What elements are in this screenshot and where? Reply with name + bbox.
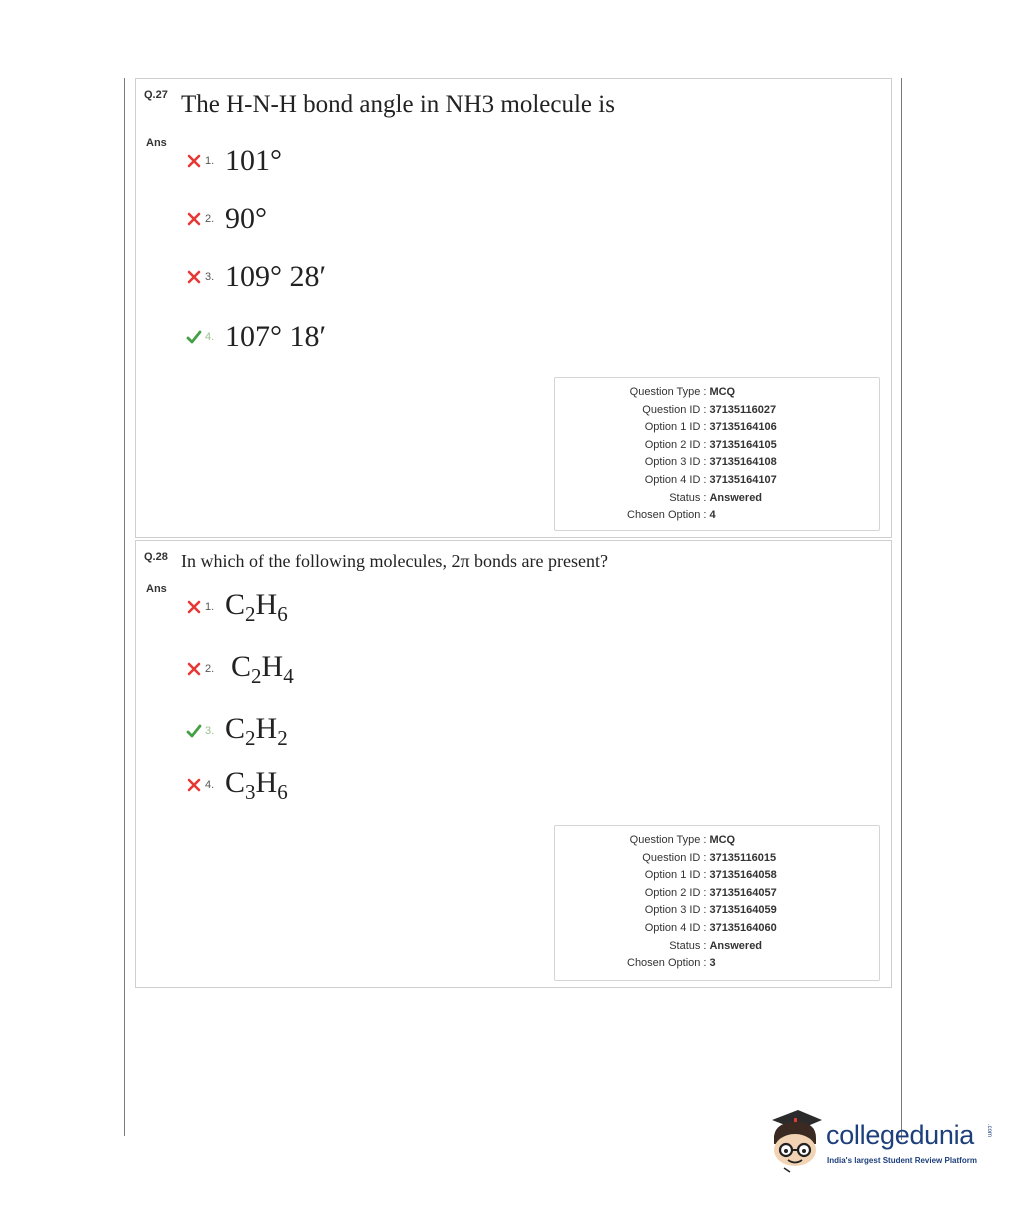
info-key: Question ID <box>642 403 701 416</box>
answer-label: Ans <box>146 137 167 149</box>
info-value: 37135164057 <box>709 886 777 899</box>
cross-icon <box>186 269 202 285</box>
info-key: Option 2 ID <box>644 438 701 451</box>
info-value: 3 <box>709 957 716 970</box>
cross-icon <box>186 211 202 227</box>
brand-name: collegedunia <box>826 1120 975 1150</box>
info-value: MCQ <box>709 834 736 846</box>
brand-tagline: India's largest Student Review Platform <box>827 1156 977 1165</box>
option-number: 3. <box>205 271 215 283</box>
info-key: Option 1 ID <box>644 421 701 434</box>
chemical-formula: $C_2H_6$ <box>225 587 288 626</box>
info-value: Answered <box>709 939 763 952</box>
info-value: 37135164060 <box>709 921 777 934</box>
checkmark-icon <box>186 723 202 739</box>
option-text: 90° <box>225 202 267 235</box>
option-text: 107° 18′ <box>225 320 327 353</box>
option-number: 1. <box>205 601 215 613</box>
option-4 <box>186 765 288 805</box>
question-block-27 <box>135 78 892 538</box>
chemical-formula: $C_2H_4$ <box>231 649 294 688</box>
info-key: Option 4 ID <box>644 921 701 934</box>
answer-label: Ans <box>146 583 167 595</box>
option-3 <box>186 257 326 297</box>
page-right-border <box>901 78 902 1140</box>
option-number: 2. <box>205 213 215 225</box>
option-text: 101° <box>225 144 282 177</box>
info-value: 37135164107 <box>709 473 777 486</box>
option-text: 109° 28′ <box>225 260 327 293</box>
option-4 <box>186 317 326 357</box>
option-number: 1. <box>205 155 215 167</box>
question-text: The H-N-H bond angle in NH3 molecule is <box>181 91 615 118</box>
info-key: Status <box>669 939 701 952</box>
cross-icon <box>186 661 202 677</box>
checkmark-icon <box>186 329 202 345</box>
cross-icon <box>186 599 202 615</box>
cross-icon <box>186 777 202 793</box>
info-key: Option 4 ID <box>644 473 701 486</box>
question-block-28 <box>135 540 892 988</box>
chemical-formula: $C_2H_2$ <box>225 711 288 750</box>
info-key: Chosen Option <box>627 957 701 970</box>
brand-suffix: .com <box>986 1124 992 1138</box>
mascot-icon <box>768 1106 824 1176</box>
info-value: 37135164106 <box>709 421 777 434</box>
info-key: Option 2 ID <box>644 886 701 899</box>
info-key: Option 3 ID <box>644 456 701 469</box>
info-key: Question Type <box>629 834 701 846</box>
info-value: MCQ <box>709 386 736 398</box>
info-key: Option 1 ID <box>644 869 701 882</box>
cross-icon <box>186 153 202 169</box>
info-value: 37135164105 <box>709 438 777 451</box>
info-value: 4 <box>709 509 716 522</box>
option-number: 3. <box>205 725 215 737</box>
question-number: Q.27 <box>144 89 168 101</box>
option-number: 4. <box>205 779 215 791</box>
option-number: 4. <box>205 331 215 343</box>
question-info-panel: Question Type : MCQ Question ID : 37135116027 Option 1 ID : 37135164106 Option 2 ID : 37135164105 Option 3 ID : 37135164108 Option 4 ID : 37135164107 Status : Answered Chosen Option : 4 <box>554 377 880 531</box>
option-2 <box>186 199 267 239</box>
collegedunia-logo[interactable] <box>768 1106 998 1178</box>
question-text: In which of the following molecules, 2π bonds are present? <box>181 551 608 571</box>
info-value: Answered <box>709 491 763 504</box>
info-key: Chosen Option <box>627 509 701 522</box>
info-value: 37135116015 <box>709 851 777 864</box>
info-value: 37135164059 <box>709 904 777 917</box>
question-info-panel: Question Type : MCQ Question ID : 37135116015 Option 1 ID : 37135164058 Option 2 ID : 37135164057 Option 3 ID : 37135164059 Option 4 ID : 37135164060 Status : Answered Chosen Option : 3 <box>554 825 880 981</box>
option-1 <box>186 587 288 627</box>
info-value: 37135164108 <box>709 456 777 469</box>
info-key: Question ID <box>642 851 701 864</box>
info-key: Status <box>669 491 701 504</box>
question-number: Q.28 <box>144 551 168 563</box>
info-key: Option 3 ID <box>644 904 701 917</box>
info-key: Question Type <box>629 386 701 398</box>
page-left-border <box>124 78 125 1136</box>
option-1 <box>186 141 282 181</box>
option-number: 2. <box>205 663 215 675</box>
chemical-formula: $C_3H_6$ <box>225 765 288 804</box>
info-value: 37135116027 <box>709 403 777 416</box>
info-value: 37135164058 <box>709 869 777 882</box>
option-3 <box>186 711 288 751</box>
option-2 <box>186 649 294 689</box>
